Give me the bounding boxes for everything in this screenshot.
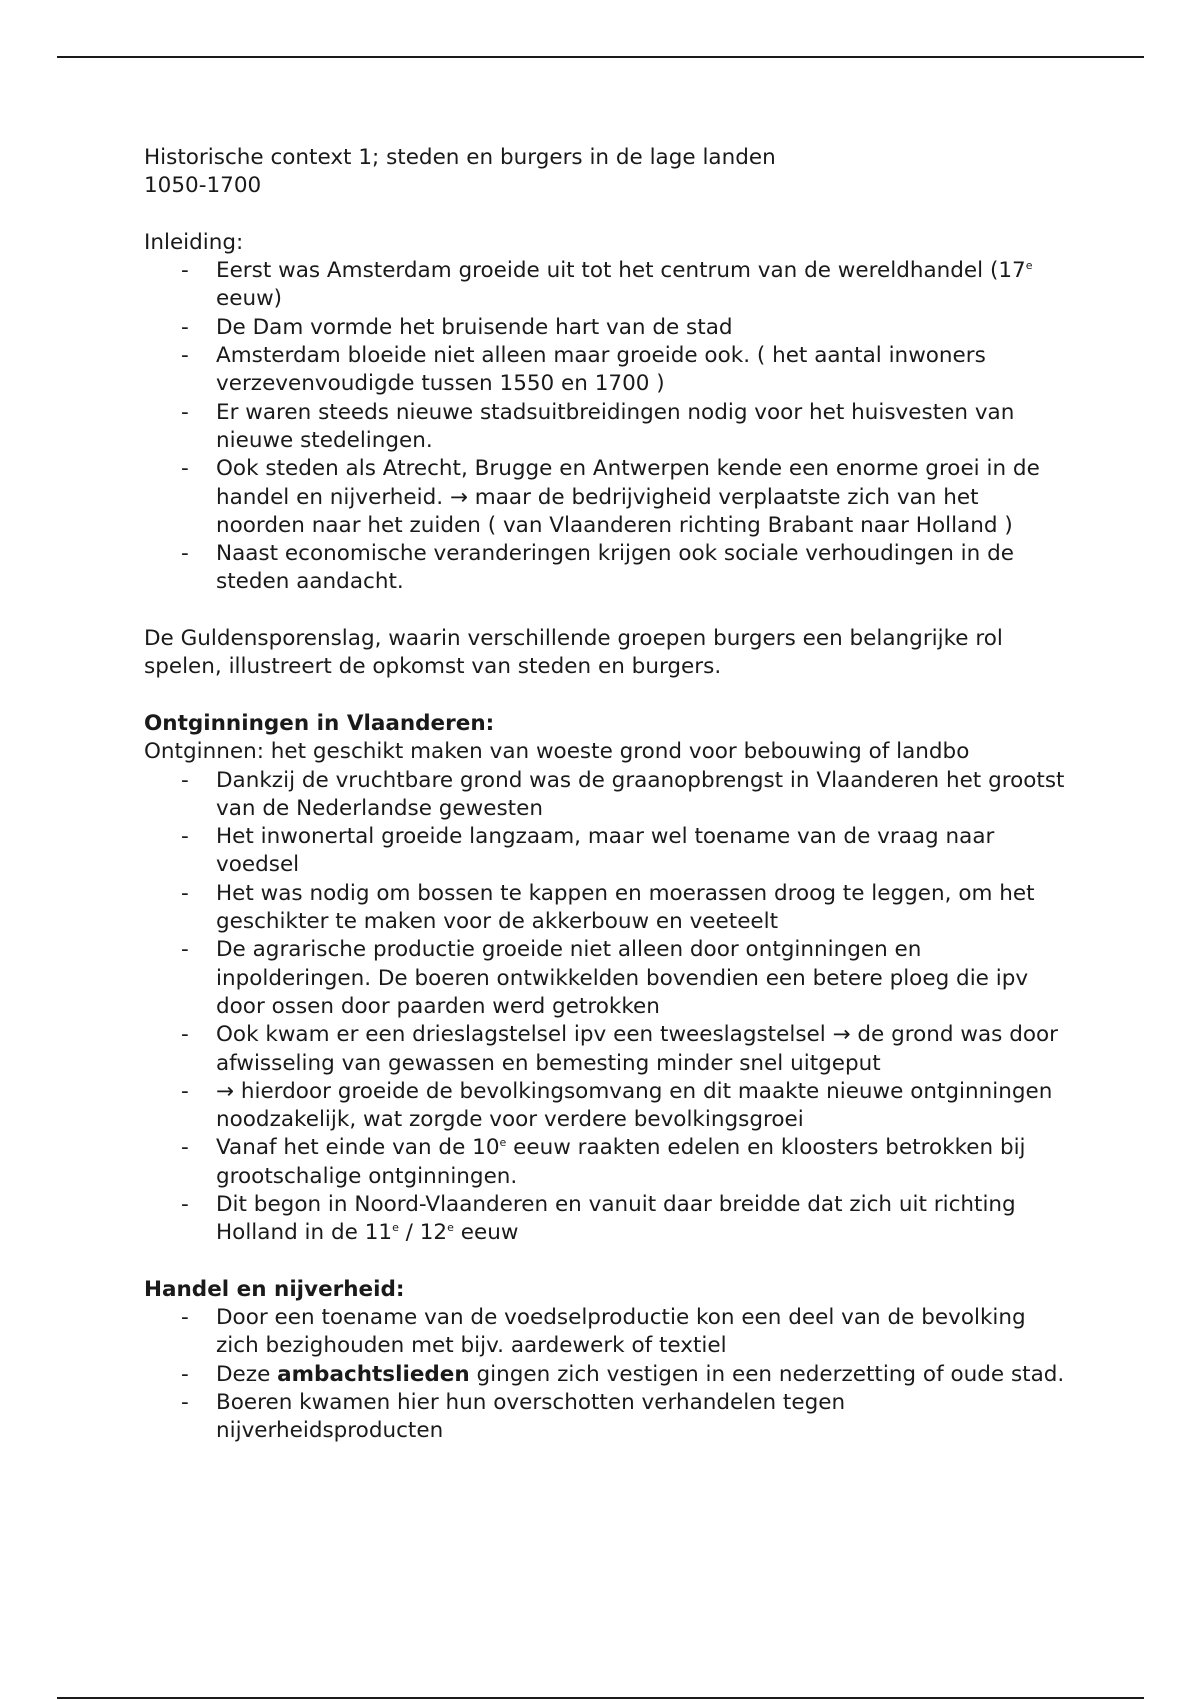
list-item: - Boeren kwamen hier hun overschotten verhandelen tegen nijverheidsproducten [181, 1390, 846, 1444]
intro-heading: Inleiding: [144, 229, 244, 255]
intro-list [144, 257, 1074, 597]
list-item: - Dankzij de vruchtbare grond was de graanopbrengst in Vlaanderen het grootst van de Nederlandse gewesten [181, 767, 1065, 821]
list-item: - Het inwonertal groeide langzaam, maar wel toename van de vraag naar voedsel [181, 824, 995, 878]
arrow-right-icon: → [449, 484, 468, 510]
term-ambachtslieden: ambachtslieden [277, 1361, 470, 1387]
document-body [144, 144, 1074, 1446]
handel-heading: Handel en nijverheid: [144, 1276, 405, 1302]
list-item: - Ook kwam er een drieslagstelsel ipv een tweeslagstelsel → de grond was door afwisseling van gewassen en bemesting minder snel uitgeput [181, 1022, 1058, 1076]
list-item: - Dit begon in Noord-Vlaanderen en vanuit daar breidde dat zich uit richting Holland in de 11e / 12e eeuw [181, 1191, 1016, 1246]
list-item: - → hierdoor groeide de bevolkingsomvang en dit maakte nieuwe ontginningen noodzakelijk, wat zorgde voor verdere bevolkingsgroei [181, 1078, 1053, 1133]
handel-list [144, 1304, 1074, 1445]
list-item: - Naast economische veranderingen krijgen ook sociale verhoudingen in de steden aandacht. [181, 541, 1014, 595]
list-item: - Vanaf het einde van de 10e eeuw raakten edelen en kloosters betrokken bij grootschalige ontginningen. [181, 1135, 1026, 1189]
list-item: - Er waren steeds nieuwe stadsuitbreidingen nodig voor het huisvesten van nieuwe stedelingen. [181, 399, 1015, 453]
list-item: - Deze ambachtslieden gingen zich vestigen in een nederzetting of oude stad. [181, 1361, 1065, 1387]
list-item: - Ook steden als Atrecht, Brugge en Antwerpen kende een enorme groei in de handel en nijverheid. → maar de bedrijvigheid verplaatste zich van het noorden naar het zuiden ( van Vlaanderen richting Brabant naar Holland ) [181, 456, 1040, 538]
ontginnen-definition: Ontginnen: het geschikt maken van woeste grond voor bebouwing of landbo [144, 739, 970, 765]
guldensporen-paragraph: De Guldensporenslag, waarin verschillende groepen burgers een belangrijke rol spelen, illustreert de opkomst van steden en burgers. [144, 626, 1003, 680]
header-rule [57, 56, 1144, 58]
list-item: - De agrarische productie groeide niet alleen door ontginningen en inpolderingen. De boeren ontwikkelden bovendien een betere ploeg die ipv door ossen door paarden werd getrokken [181, 937, 1029, 1019]
document-title: Historische context 1; steden en burgers in de lage landen [144, 145, 776, 170]
list-item: - Het was nodig om bossen te kappen en moerassen droog te leggen, om het geschikter te maken voor de akkerbouw en veeteelt [181, 880, 1035, 935]
arrow-right-icon: → [832, 1022, 851, 1048]
arrow-right-icon: → [216, 1078, 235, 1104]
ontginningen-heading: Ontginningen in Vlaanderen: [144, 710, 495, 736]
ontginningen-list [144, 767, 1074, 1248]
footer-rule [57, 1697, 1144, 1699]
list-item: - Amsterdam bloeide niet alleen maar groeide ook. ( het aantal inwoners verzevenvoudigde tussen 1550 en 1700 ) [181, 343, 986, 397]
list-item: - Eerst was Amsterdam groeide uit tot het centrum van de wereldhandel (17e eeuw) [181, 258, 1033, 312]
list-item: - De Dam vormde het bruisende hart van de stad [181, 314, 733, 340]
list-item: - Door een toename van de voedselproductie kon een deel van de bevolking zich bezighouden met bijv. aardewerk of textiel [181, 1305, 1026, 1359]
document-title-period: 1050-1700 [144, 173, 262, 199]
